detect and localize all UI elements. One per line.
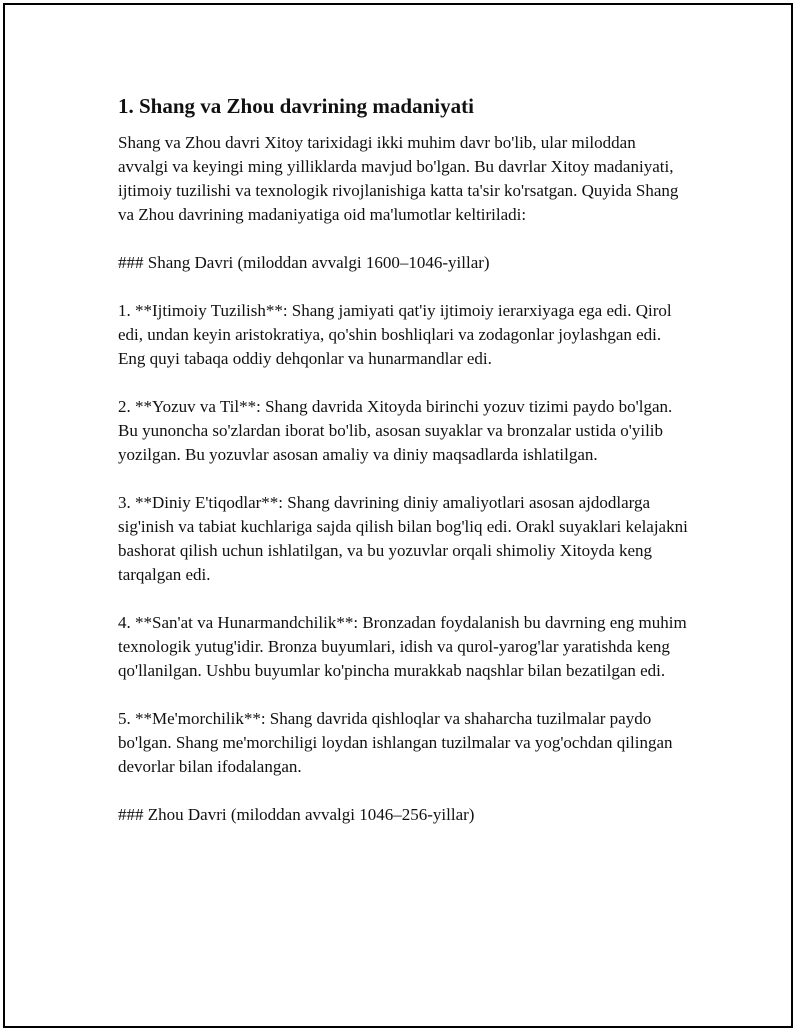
document-body xyxy=(118,92,688,851)
section-heading-shang: ### Shang Davri (miloddan avvalgi 1600–1046-yillar) xyxy=(118,253,490,272)
page-title: 1. Shang va Zhou davrining madaniyati xyxy=(118,94,474,118)
list-item-religious-beliefs: 3. **Diniy E'tiqodlar**: Shang davrining diniy amaliyotlari asosan ajdodlarga sig'inish va tabiat kuchlariga sajda qilish bilan bog'liq edi. Orakl suyaklari kelajakni bashorat qilish uchun ishlatilgan, va bu yozuvlar orqali shimoliy Xitoyda keng tarqalgan edi. xyxy=(118,493,688,584)
list-item-art-crafts: 4. **San'at va Hunarmandchilik**: Bronzadan foydalanish bu davrning eng muhim texnologik yutug'idir. Bronza buyumlari, idish va qurol-yarog'lar yaratishda keng qo'llanilgan. Ushbu buyumlar ko'pincha murakkab naqshlar bilan bezatilgan edi. xyxy=(118,613,687,680)
list-item-social-structure: 1. **Ijtimoiy Tuzilish**: Shang jamiyati qat'iy ijtimoiy ierarxiyaga ega edi. Qirol edi, undan keyin aristokratiya, qo'shin boshliqlari va zodagonlar joylashgan edi. Eng quyi tabaqa oddiy dehqonlar va hunarmandlar edi. xyxy=(118,301,672,368)
section-heading-zhou: ### Zhou Davri (miloddan avvalgi 1046–256-yillar) xyxy=(118,805,475,824)
list-item-architecture: 5. **Me'morchilik**: Shang davrida qishloqlar va shaharcha tuzilmalar paydo bo'lgan. Shang me'morchiligi loydan ishlangan tuzilmalar va yog'ochdan qilingan devorlar bilan ifodalangan. xyxy=(118,709,673,776)
intro-paragraph: Shang va Zhou davri Xitoy tarixidagi ikki muhim davr bo'lib, ular miloddan avvalgi va keyingi ming yilliklarda mavjud bo'lgan. Bu davrlar Xitoy madaniyati, ijtimoiy tuzilishi va texnologik rivojlanishiga katta ta'sir ko'rsatgan. Quyida Shang va Zhou davrining madaniyatiga oid ma'lumotlar keltiriladi: xyxy=(118,133,679,224)
list-item-writing-language: 2. **Yozuv va Til**: Shang davrida Xitoyda birinchi yozuv tizimi paydo bo'lgan. Bu yunoncha so'zlardan iborat bo'lib, asosan suyaklar va bronzalar ustida o'yilib yozilgan. Bu yozuvlar asosan amaliy va diniy maqsadlarda ishlatilgan. xyxy=(118,397,673,464)
